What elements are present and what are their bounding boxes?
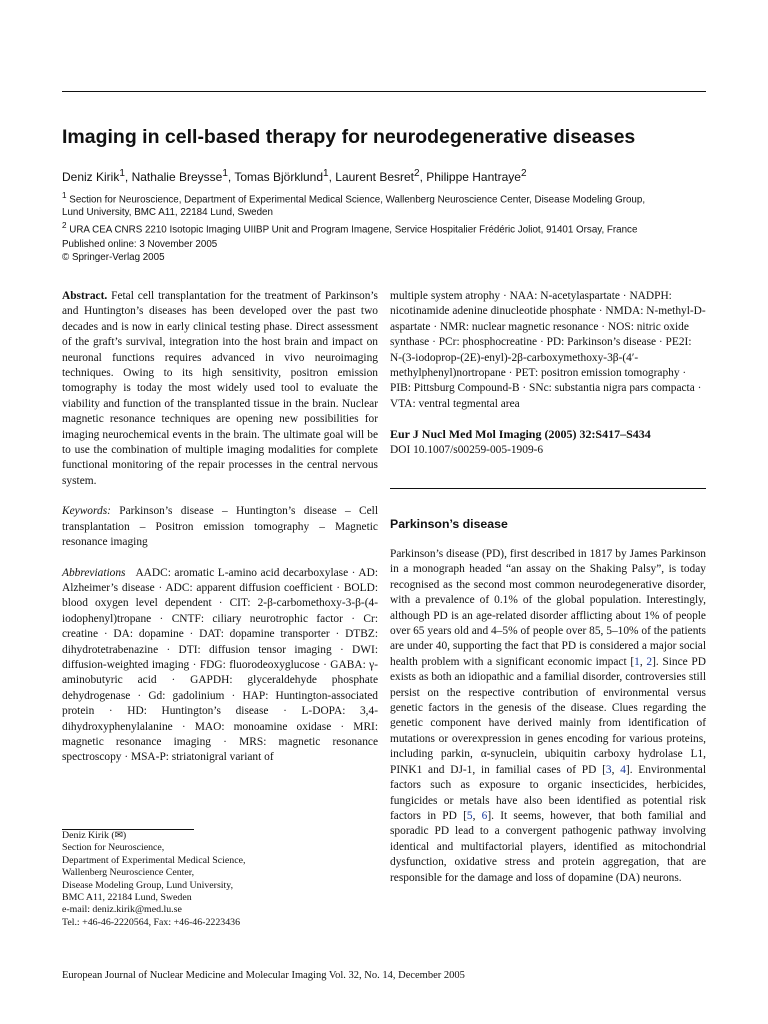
paragraph: Parkinson’s disease (PD), first described in 1817 by James Parkinson in a monograph headed “an assay on the Shaking Palsy”, is today recognised as the second most common neurodegenerative disorder, with a prevalence of 0.1% of the global population. Interestingly, although PD is an age-related disorder afflicting about 1% of people over 65 years old and 4–5% of people over 85, 5–10% of the patients are under 40, supporting the fact that PD is considered a major social health problem with a significant economic impact [1, 2]. Since PD exists as both an idiopathic and a familial disorder, controversies still persist on the respective contribution of environmental versus genetic factors in the genesis of the disease. Clues regarding the genetic component have derived mainly from identification of mutations or overexpression in genes encoding for various proteins, including parkin, α-synuclein, ubiquitin carboxy hydrolase L1, PINK1 and DJ-1, in familial cases of PD [3, 4]. Environmental factors such as exposure to organic insecticides, herbicides, fungicides or metals have also been identified as potential risk factors in PD [5, 6]. It seems, however, that both familial and sporadic PD lead to a convergent pathogenic pathway involving identical and multifactorial players, identified as mitochondrial dysfunction, oxidative stress and protein aggregation, that are responsible for the damage and loss of dopamine (DA) neurons.: [390, 548, 706, 884]
citation-link[interactable]: 1: [634, 655, 640, 668]
abbreviations-label: Abbreviations: [62, 566, 126, 579]
author-name: Nathalie Breysse: [131, 170, 223, 184]
journal-citation: Eur J Nucl Med Mol Imaging (2005) 32:S417–S434: [390, 427, 651, 442]
keywords: [62, 504, 378, 550]
publication-info: [62, 238, 217, 264]
right-column: [390, 289, 706, 458]
citation-link[interactable]: 3: [605, 763, 612, 776]
author-name: Laurent Besret: [335, 170, 414, 184]
page-footer: European Journal of Nuclear Medicine and Molecular Imaging Vol. 32, No. 14, December 2005: [62, 970, 465, 981]
published-online: Published online: 3 November 2005: [62, 239, 218, 250]
contact-line: BMC A11, 22184 Lund, Sweden: [62, 892, 192, 904]
author-list: Deniz Kirik$^1$, Nathalie Breysse$^1$, Tomas Björklund$^1$, Laurent Besret$^2$, Philippe Hantraye$^2$: [62, 168, 527, 184]
author-affil-sup: 1: [222, 168, 228, 179]
section-heading: Parkinson’s disease: [390, 517, 508, 531]
copyright: © Springer-Verlag 2005: [62, 252, 165, 263]
citation-link[interactable]: 2: [646, 655, 653, 668]
author-affil-sup: 2: [520, 168, 527, 179]
contact-line: Wallenberg Neuroscience Center,: [62, 867, 195, 879]
article-title: Imaging in cell-based therapy for neurodegenerative diseases: [62, 126, 636, 148]
affiliation-1: $^1$ Section for Neuroscience, Department of Experimental Medical Science, Wallenberg Neuroscience Center, Disease Modeling Group,: [62, 191, 646, 206]
contact-email[interactable]: e-mail: deniz.kirik@med.lu.se: [62, 904, 182, 916]
citation-link[interactable]: 4: [620, 763, 626, 776]
left-column: [62, 289, 378, 766]
affiliation-1-cont: Lund University, BMC A11, 22184 Lund, Sweden: [62, 207, 273, 219]
abstract-label: Abstract.: [62, 290, 108, 302]
abbreviations-text: AADC: aromatic L-amino acid decarboxylase · AD: Alzheimer’s disease · ADC: apparent diffusion coefficient · BOLD: blood oxygen level dependent · CIT: 2-β-carbomethoxy-3-β-(4-iodophenyl)tropane · CNTF: ciliary neurotrophic factor · Cr: creatine · DA: dopamine · DAT: dopamine transporter · DTBZ: dihydrotetrabenazine · DTI: diffusion tensor imaging · DWI: diffusion-weighted imaging · FDG: fluorodeoxyglucose · GABA: γ-aminobutyric acid · GAPDH: glyceraldehyde phosphate dehydrogenase · Gd: gadolinium · HAP: Huntington-associated protein · HD: Huntington’s disease · L-DOPA: 3,4-dihydroxyphenylalanine · MAO: monoamine oxidase · MRI: magnetic resonance imaging · MRS: magnetic resonance spectroscopy · MSA-P: striatonigral variant of: [62, 566, 378, 764]
abbreviations: [62, 566, 378, 766]
abstract: [62, 289, 378, 489]
author-affil-sup: 1: [323, 168, 329, 179]
author-name: Philippe Hantraye: [426, 170, 521, 184]
section-body: [390, 547, 706, 886]
author-affil-sup: 2: [414, 168, 420, 179]
header-rule: [62, 91, 706, 92]
affiliations: [62, 189, 712, 237]
affiliation-2: $^2$ URA CEA CNRS 2210 Isotopic Imaging UIIBP Unit and Program Imagene, Service Hospitalier Frédéric Joliot, 91401 Orsay, France: [62, 221, 638, 236]
contact-line: Section for Neuroscience,: [62, 842, 165, 854]
abstract-text: Fetal cell transplantation for the treatment of Parkinson’s and Huntington’s diseases has been developed over the past two decades and is now in early clinical testing phase. Direct assessment of the graft’s survival, integration into the host brain and impact on neuronal functions requires advanced in vivo neuroimaging techniques. Owing to its high sensitivity, positron emission tomography is today the most widely used tool to evaluate the viability and function of the transplanted tissue in the brain. Nuclear magnetic resonance techniques are opening new possibilities for imaging neurochemical events in the brain. The ultimate goal will be to use the combination of multiple imaging modalities for complete functional monitoring of the repair processes in the central nervous system.: [62, 290, 378, 487]
corresponding-author: [62, 830, 378, 929]
author-name: Deniz Kirik: [62, 170, 120, 184]
keywords-label: Keywords:: [62, 505, 111, 518]
author-name: Tomas Björklund: [234, 170, 324, 184]
contact-line: Deniz Kirik (✉): [62, 830, 127, 841]
abbreviations-continued: multiple system atrophy · NAA: N-acetylaspartate · NADPH: nicotinamide adenine dinucleotide phosphate · NMDA: N-methyl-D-aspartate · NMR: nuclear magnetic resonance · NOS: nitric oxide synthase · PCr: phosphocreatine · PD: Parkinson’s disease · PE2I: N-(3-iodoprop-(2E)-enyl)-2β-carboxymethoxy-3β-(4′-methylphenyl)nortropane · PET: positron emission tomography · PIB: Pittsburg Compound-B · SNc: substantia nigra pars compacta · VTA: ventral tegmental area: [390, 290, 706, 410]
doi[interactable]: DOI 10.1007/s00259-005-1909-6: [390, 443, 544, 456]
keywords-text: Parkinson’s disease – Huntington’s disease – Cell transplantation – Positron emission tomography – Magnetic resonance imaging: [62, 505, 378, 549]
contact-phone: Tel.: +46-46-2220564, Fax: +46-46-2223436: [62, 916, 241, 928]
author-affil-sup: 1: [119, 168, 125, 179]
contact-line: Department of Experimental Medical Science,: [62, 854, 246, 866]
citation-link[interactable]: 5: [466, 809, 473, 822]
section-rule: [390, 488, 706, 489]
citation-link[interactable]: 6: [481, 809, 488, 822]
contact-line: Disease Modeling Group, Lund University,: [62, 879, 234, 891]
